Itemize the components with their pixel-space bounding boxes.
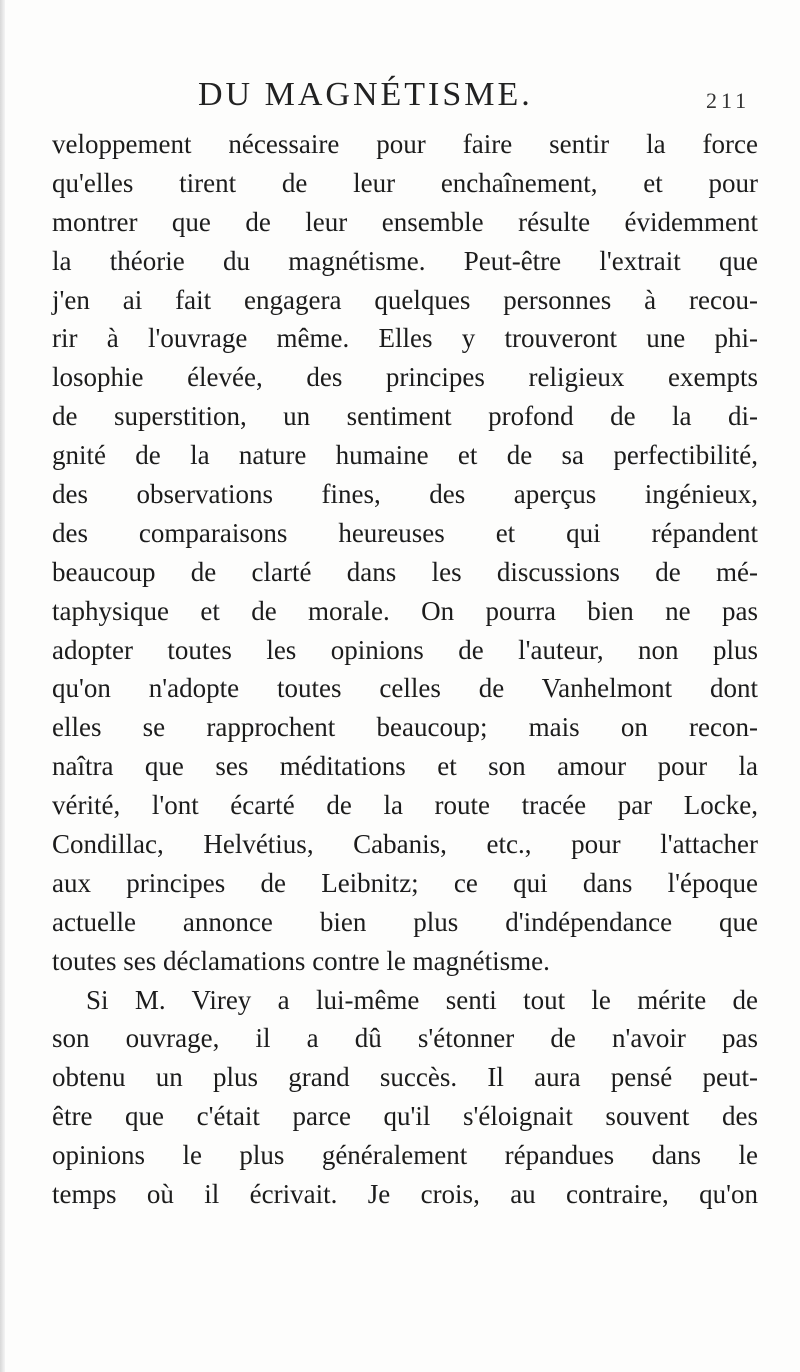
text-line-9: gnité de la nature humaine et de sa perfectibilité, xyxy=(52,440,758,471)
text-line-3: montrer que de leur ensemble résulte évidemment xyxy=(52,206,758,237)
text-line-4: la théorie du magnétisme. Peut-être l'extrait que xyxy=(52,245,758,276)
text-line-6: rir à l'ouvrage même. Elles y trouveront une phi- xyxy=(52,323,758,354)
text-line-12: beaucoup de clarté dans les discussions de mé- xyxy=(52,556,758,587)
page-header xyxy=(0,76,800,120)
text-line-23: Si M. Virey a lui-même senti tout le mérite de xyxy=(86,984,758,1015)
text-line-11: des comparaisons heureuses et qui répandent xyxy=(52,517,758,548)
text-line-21: actuelle annonce bien plus d'indépendance que xyxy=(52,906,758,937)
text-line-8: de superstition, un sentiment profond de la di- xyxy=(52,401,758,432)
text-line-20: aux principes de Leibnitz; ce qui dans l'époque xyxy=(52,867,758,898)
body-text xyxy=(52,125,758,1214)
text-line-17: naîtra que ses méditations et son amour pour la xyxy=(52,751,758,782)
text-line-27: opinions le plus généralement répandues dans le xyxy=(52,1140,758,1171)
text-line-19: Condillac, Helvétius, Cabanis, etc., pour l'attacher xyxy=(52,829,758,860)
text-line-5: j'en ai fait engagera quelques personnes à recou- xyxy=(52,284,758,315)
page-gutter-edge xyxy=(0,0,5,1372)
page-number: 211 xyxy=(706,88,751,113)
text-line-15: qu'on n'adopte toutes celles de Vanhelmont dont xyxy=(52,673,758,704)
text-line-14: adopter toutes les opinions de l'auteur, non plus xyxy=(52,634,758,665)
text-line-22: toutes ses déclamations contre le magnétisme. xyxy=(52,945,550,976)
text-line-25: obtenu un plus grand succès. Il aura pensé peut- xyxy=(52,1062,758,1093)
text-line-10: des observations fines, des aperçus ingénieux, xyxy=(52,479,758,510)
text-line-28: temps où il écrivait. Je crois, au contraire, qu'on xyxy=(52,1179,758,1210)
text-line-24: son ouvrage, il a dû s'étonner de n'avoir pas xyxy=(52,1023,758,1054)
text-line-18: vérité, l'ont écarté de la route tracée par Locke, xyxy=(52,790,758,821)
text-line-26: être que c'était parce qu'il s'éloignait souvent des xyxy=(52,1101,758,1132)
text-line-1: veloppement nécessaire pour faire sentir la force xyxy=(52,129,758,159)
text-line-2: qu'elles tirent de leur enchaînement, et pour xyxy=(52,167,758,198)
text-line-16: elles se rapprochent beaucoup; mais on recon- xyxy=(52,712,758,743)
text-line-13: taphysique et de morale. On pourra bien ne pas xyxy=(52,595,758,626)
running-head-title: DU MAGNÉTISME. xyxy=(198,76,533,113)
text-line-7: losophie élevée, des principes religieux exempts xyxy=(52,362,758,393)
